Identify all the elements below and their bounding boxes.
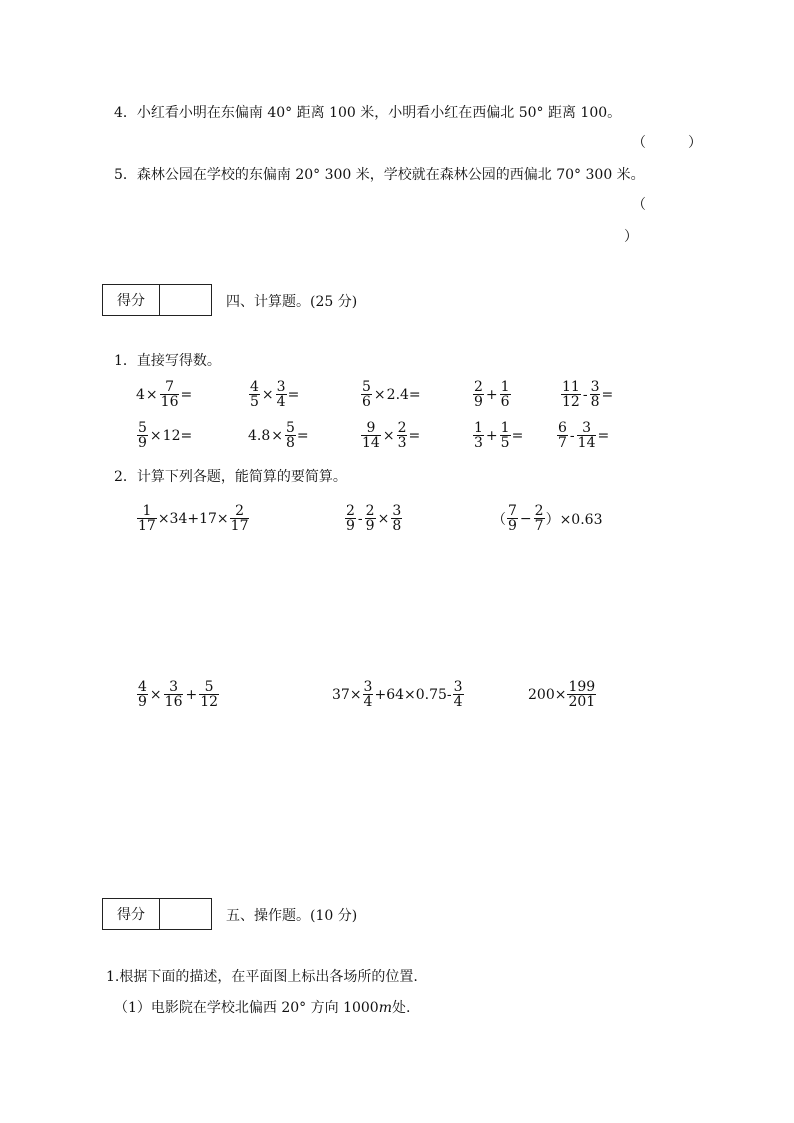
answer-paren-5-open[interactable]: （ xyxy=(632,197,646,213)
direct-expr-4: $\frac{2}{9}$ + $\frac{1}{6}$ xyxy=(474,379,510,410)
fraction: $\frac{1}{3}$ xyxy=(474,420,483,451)
fraction: $\frac{4}{9}$ xyxy=(138,679,147,710)
operation-question-1-1: （1）电影院在学校北偏西 20° 方向 1000m处. xyxy=(114,1000,411,1016)
answer-paren-5-close: ） xyxy=(624,229,638,245)
fraction: $\frac{2}{9}$ xyxy=(474,379,483,410)
fraction: $\frac{4}{5}$ xyxy=(250,379,259,410)
sub-question-1: 1．直接写得数。 xyxy=(114,353,221,369)
fraction: $\frac{6}{7}$ xyxy=(558,420,567,451)
fraction: $\frac{3}{8}$ xyxy=(590,379,600,410)
direct-expr-7: 4.8 × $\frac{5}{8}$ = xyxy=(248,420,309,451)
fraction: $\frac{5}{6}$ xyxy=(362,379,371,410)
fraction: $\frac{2}{3}$ xyxy=(397,420,407,451)
score-box-5 xyxy=(102,898,212,930)
sub-question-2: 2．计算下列各题，能简算的要简算。 xyxy=(114,469,347,485)
fraction: $\frac{3}{14}$ xyxy=(577,420,596,451)
operation-question-1: 1.根据下面的描述，在平面图上标出各场所的位置. xyxy=(106,969,418,985)
fraction: $\frac{3}{4}$ xyxy=(363,679,373,710)
score-box-4 xyxy=(102,284,212,316)
fraction: $\frac{3}{16}$ xyxy=(164,679,183,710)
direct-expr-6: $\frac{5}{9}$ × 12 = xyxy=(138,420,193,451)
calc-expr-2: $\frac{2}{9}$ - $\frac{2}{9}$ × $\frac{3}{8}$ xyxy=(346,503,402,534)
fraction: $\frac{3}{4}$ xyxy=(453,679,463,710)
direct-expr-10: $\frac{6}{7}$ - $\frac{3}{14}$ = xyxy=(558,420,610,451)
direct-expr-1: 4 × $\frac{7}{16}$ = xyxy=(136,379,193,410)
calc-expr-1: $\frac{1}{17}$ ×34+17× $\frac{2}{17}$ xyxy=(138,503,249,534)
calc-expr-4: $\frac{4}{9}$ × $\frac{3}{16}$ + $\frac{5}{12}$ xyxy=(138,679,219,710)
calc-expr-5: 37× $\frac{3}{4}$ +64×0.75- $\frac{3}{4}$ xyxy=(332,679,463,710)
direct-expr-9: $\frac{1}{3}$ + $\frac{1}{5}$ = xyxy=(474,420,524,451)
section-4-title: 四、计算题。(25 分) xyxy=(226,294,358,310)
answer-paren-4[interactable]: （ ） xyxy=(632,135,702,151)
fraction: $\frac{1}{6}$ xyxy=(500,379,510,410)
fraction: $\frac{2}{9}$ xyxy=(365,503,375,534)
score-blank[interactable] xyxy=(160,285,211,315)
fraction: $\frac{7}{16}$ xyxy=(160,379,179,410)
question-5: 5．森林公园在学校的东偏南 20° 300 米，学校就在森林公园的西偏北 70° 300 米。 xyxy=(114,167,645,183)
calc-expr-6: 200× $\frac{199}{201}$ xyxy=(528,679,596,710)
question-4: 4．小红看小明在东偏南 40° 距离 100 米，小明看小红在西偏北 50° 距离 100。 xyxy=(114,105,622,121)
direct-expr-5: $\frac{11}{12}$ - $\frac{3}{8}$ = xyxy=(562,379,614,410)
fraction: $\frac{11}{12}$ xyxy=(562,379,580,410)
fraction: $\frac{1}{17}$ xyxy=(138,503,156,534)
fraction: $\frac{3}{4}$ xyxy=(276,379,286,410)
score-label: 得分 xyxy=(103,899,160,929)
direct-expr-3: $\frac{5}{6}$ × 2.4 = xyxy=(362,379,421,410)
score-label: 得分 xyxy=(103,285,160,315)
direct-expr-2: $\frac{4}{5}$ × $\frac{3}{4}$ = xyxy=(250,379,300,410)
fraction: $\frac{5}{8}$ xyxy=(286,420,295,451)
score-blank[interactable] xyxy=(160,899,211,929)
fraction: $\frac{5}{9}$ xyxy=(138,420,147,451)
calc-expr-3: （ $\frac{7}{9}$ − $\frac{2}{7}$ ）×0.63 xyxy=(492,503,603,534)
fraction: $\frac{2}{7}$ xyxy=(534,503,544,534)
fraction: $\frac{9}{14}$ xyxy=(362,420,380,451)
fraction: $\frac{5}{12}$ xyxy=(200,679,219,710)
fraction: $\frac{199}{201}$ xyxy=(568,679,596,710)
section-5-title: 五、操作题。(10 分) xyxy=(226,908,358,924)
fraction: $\frac{7}{9}$ xyxy=(508,503,517,534)
fraction: $\frac{3}{8}$ xyxy=(392,503,402,534)
fraction: $\frac{1}{5}$ xyxy=(500,420,510,451)
fraction: $\frac{2}{17}$ xyxy=(230,503,249,534)
fraction: $\frac{2}{9}$ xyxy=(346,503,355,534)
direct-expr-8: $\frac{9}{14}$ × $\frac{2}{3}$ = xyxy=(362,420,421,451)
